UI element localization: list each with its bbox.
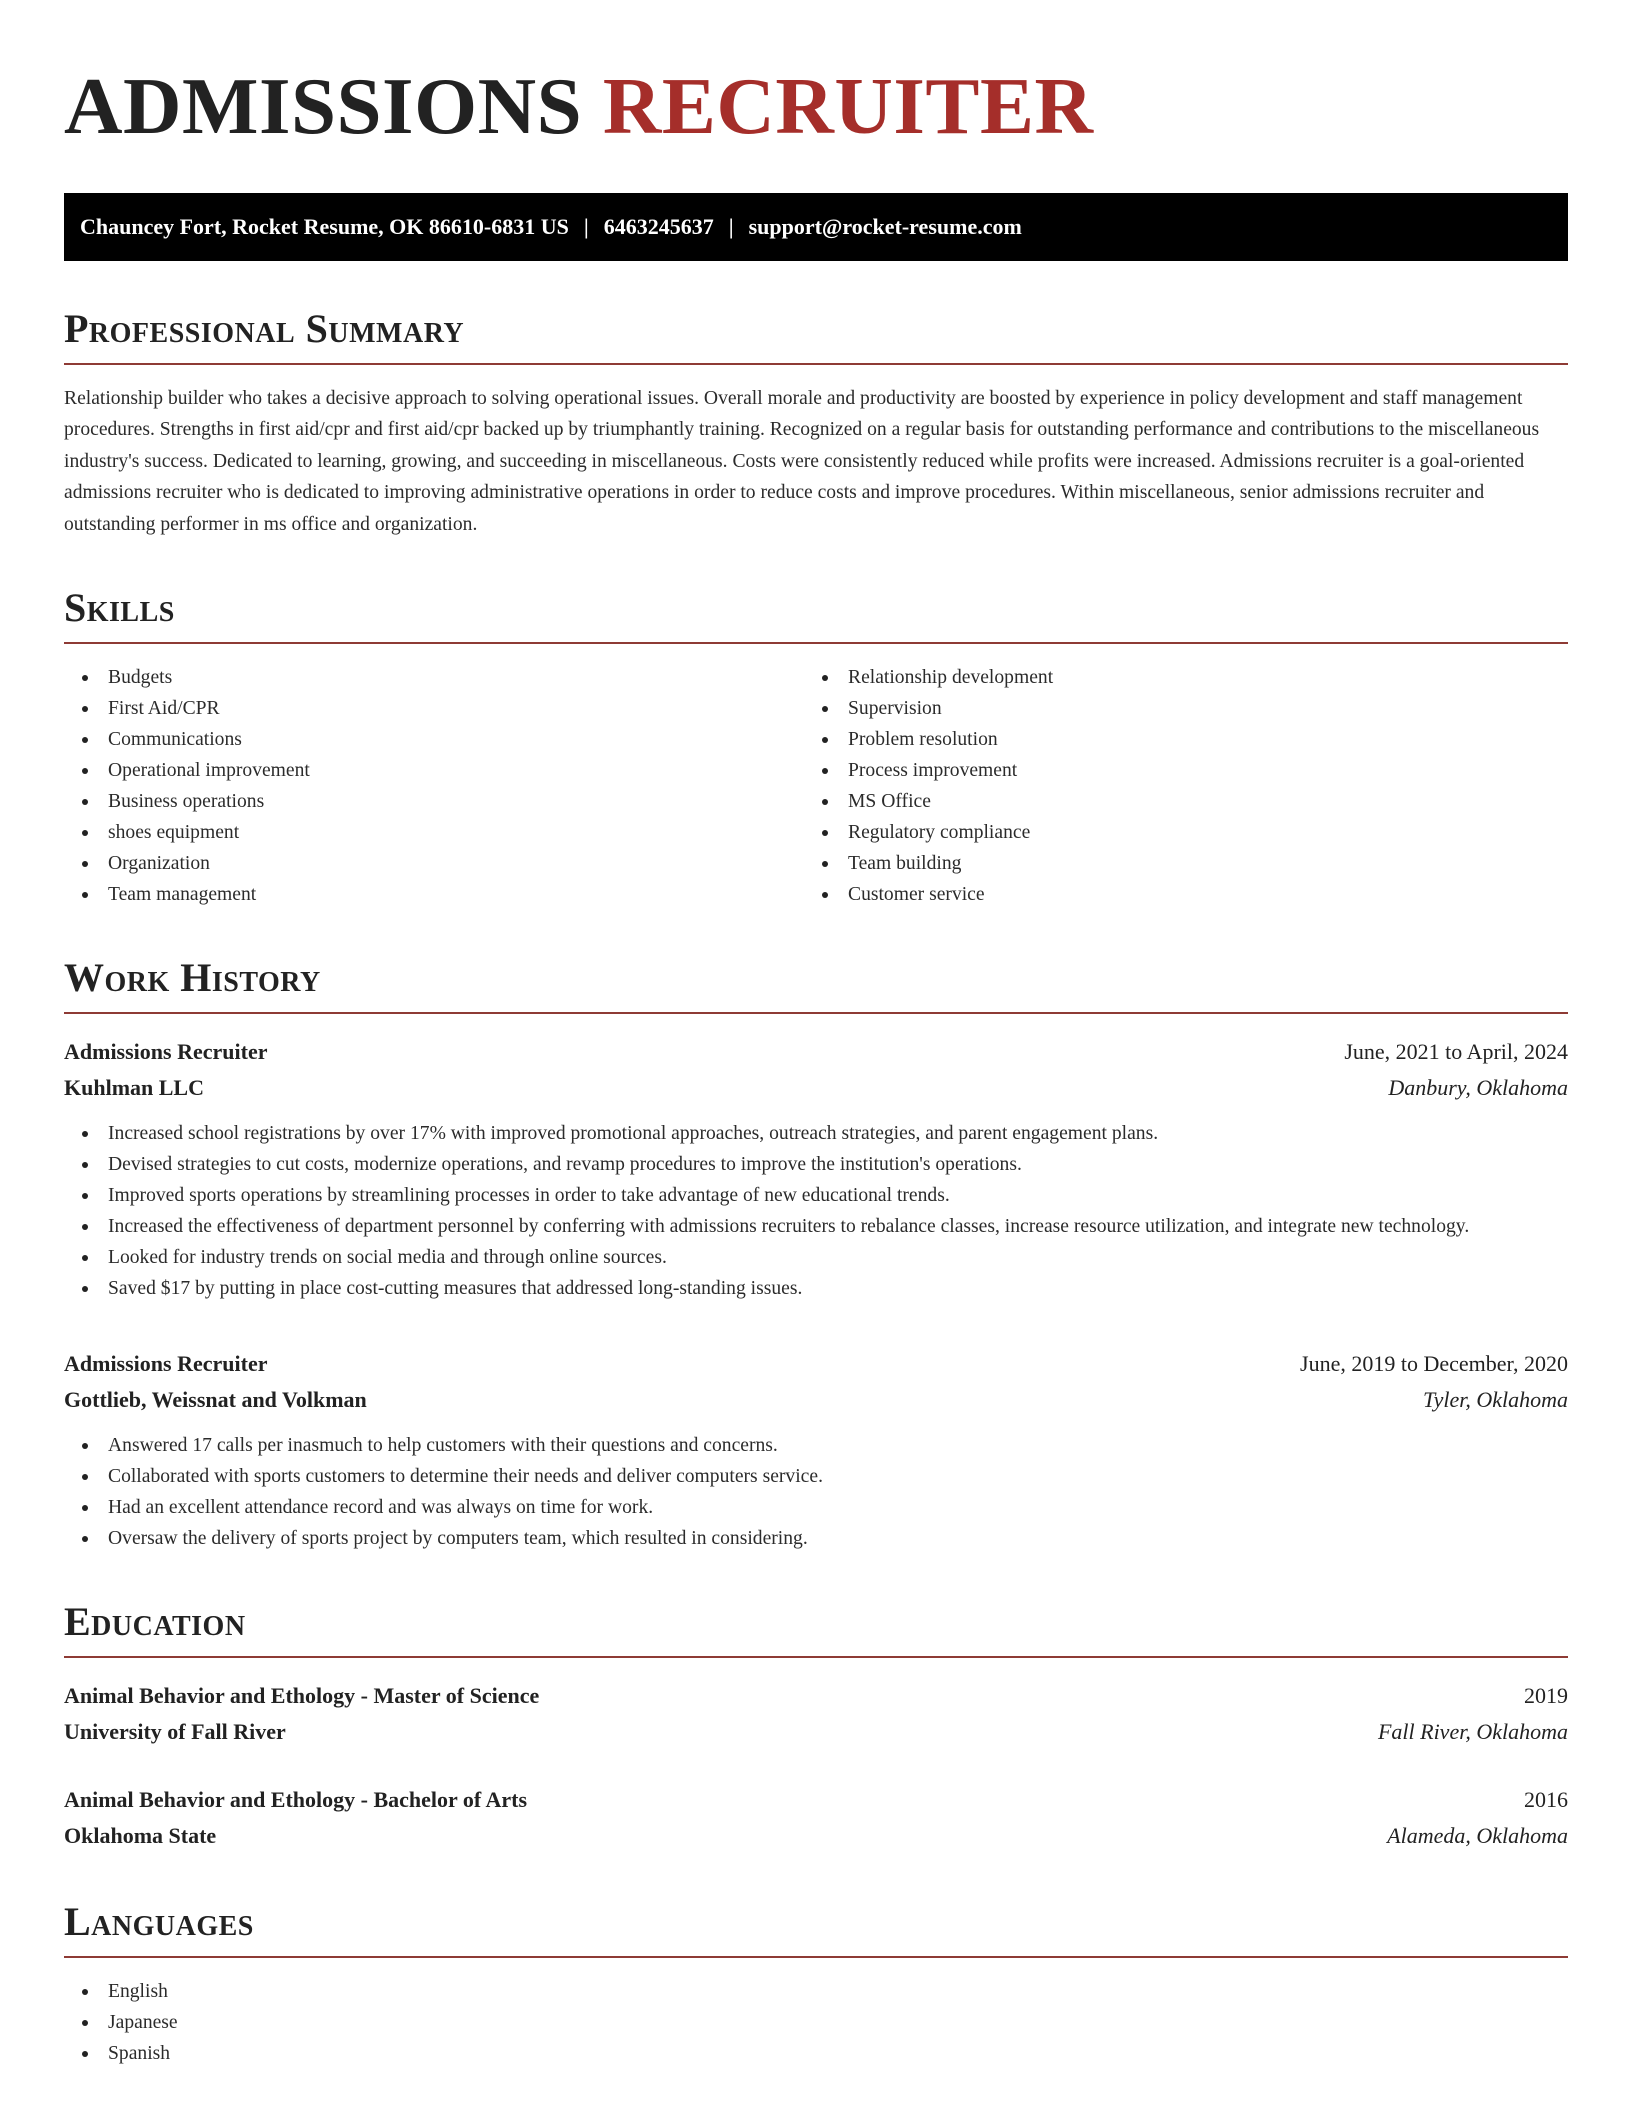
- name-first: ADMISSIONS: [64, 61, 583, 151]
- job-dates: June, 2021 to April, 2024: [1344, 1039, 1568, 1065]
- skill-item: Budgets: [64, 662, 804, 693]
- job-title: Admissions Recruiter: [64, 1039, 268, 1065]
- language-item: English: [64, 1976, 1568, 2007]
- education-entry: [64, 1678, 1568, 1750]
- languages-list: [64, 1976, 1568, 2069]
- job-bullet: Increased the effectiveness of department personnel by conferring with admissions recruiters to rebalance classes, increase resource utilization, and integrate new technology.: [64, 1211, 1568, 1242]
- job-company-row: [64, 1382, 1568, 1418]
- education-header-row: [64, 1678, 1568, 1714]
- skill-item: Process improvement: [804, 755, 1544, 786]
- job-header-row: [64, 1346, 1568, 1382]
- skill-item: Operational improvement: [64, 755, 804, 786]
- contact-bar: [64, 193, 1568, 261]
- skill-item: Customer service: [804, 879, 1544, 910]
- section-title-skills: Skills: [64, 588, 1568, 644]
- skills-list-right: [804, 662, 1544, 910]
- section-title-summary: Professional Summary: [64, 309, 1568, 365]
- summary-text: Relationship builder who takes a decisive approach to solving operational issues. Overall morale and productivity are boosted by experience in policy development and staff management procedures. Strengths in first aid/cpr and first aid/cpr backed up by triumphantly training. Recognized on a regular basis for outstanding performance and contributions to the miscellaneous industry's success. Dedicated to learning, growing, and succeeding in miscellaneous. Costs were consistently reduced while profits were increased. Admissions recruiter is a goal-oriented admissions recruiter who is dedicated to improving administrative operations in order to reduce costs and improve procedures. Within miscellaneous, senior admissions recruiter and outstanding performer in ms office and organization.: [64, 388, 1540, 535]
- contact-email: support@rocket-resume.com: [748, 214, 1022, 239]
- skills-section: [64, 585, 1568, 910]
- job-bullet: Answered 17 calls per inasmuch to help customers with their questions and concerns.: [64, 1430, 1568, 1461]
- name-last: RECRUITER: [602, 61, 1094, 151]
- languages-section: [64, 1899, 1568, 2069]
- job-company: Gottlieb, Weissnat and Volkman: [64, 1387, 367, 1413]
- skill-item: Team management: [64, 879, 804, 910]
- skill-item: Organization: [64, 848, 804, 879]
- skills-list-left: [64, 662, 804, 910]
- education-degree: Animal Behavior and Ethology - Bachelor of Arts: [64, 1787, 528, 1813]
- education-location: Alameda, Oklahoma: [1387, 1823, 1568, 1849]
- job-company: Kuhlman LLC: [64, 1075, 204, 1101]
- skill-item: Supervision: [804, 693, 1544, 724]
- resume-name: [64, 52, 1568, 160]
- job-entry: [64, 1034, 1568, 1304]
- skill-item: MS Office: [804, 786, 1544, 817]
- education-section: [64, 1599, 1568, 1854]
- job-entry: [64, 1346, 1568, 1554]
- job-location: Danbury, Oklahoma: [1388, 1075, 1568, 1101]
- skill-item: Communications: [64, 724, 804, 755]
- section-title-education: Education: [64, 1602, 1568, 1658]
- job-dates: June, 2019 to December, 2020: [1300, 1351, 1568, 1377]
- section-title-work-history: Work History: [64, 958, 1568, 1014]
- contact-phone: 6463245637: [603, 214, 714, 239]
- job-location: Tyler, Oklahoma: [1422, 1387, 1568, 1413]
- work-history-section: [64, 955, 1568, 1554]
- education-degree: Animal Behavior and Ethology - Master of Science: [64, 1683, 540, 1709]
- section-title-languages: Languages: [64, 1902, 1568, 1958]
- job-bullet: Collaborated with sports customers to determine their needs and deliver computers service.: [64, 1461, 1568, 1492]
- job-title: Admissions Recruiter: [64, 1351, 268, 1377]
- education-year: 2016: [1524, 1787, 1568, 1813]
- skill-item: Business operations: [64, 786, 804, 817]
- job-company-row: [64, 1070, 1568, 1106]
- skill-item: First Aid/CPR: [64, 693, 804, 724]
- education-entry: [64, 1782, 1568, 1854]
- job-bullets: [64, 1118, 1568, 1304]
- job-bullet: Looked for industry trends on social media and through online sources.: [64, 1242, 1568, 1273]
- contact-separator: |: [583, 214, 589, 239]
- language-item: Spanish: [64, 2038, 1568, 2069]
- job-bullet: Devised strategies to cut costs, modernize operations, and revamp procedures to improve the institution's operations.: [64, 1149, 1568, 1180]
- education-school: University of Fall River: [64, 1719, 286, 1745]
- contact-address: Chauncey Fort, Rocket Resume, OK 86610-6831 US: [80, 214, 569, 239]
- job-bullet: Improved sports operations by streamlining processes in order to take advantage of new educational trends.: [64, 1180, 1568, 1211]
- education-location: Fall River, Oklahoma: [1377, 1719, 1568, 1745]
- skill-item: Relationship development: [804, 662, 1544, 693]
- job-header-row: [64, 1034, 1568, 1070]
- skill-item: shoes equipment: [64, 817, 804, 848]
- skill-item: Team building: [804, 848, 1544, 879]
- job-bullets: [64, 1430, 1568, 1554]
- job-bullet: Had an excellent attendance record and was always on time for work.: [64, 1492, 1568, 1523]
- skills-grid: [64, 662, 1568, 910]
- education-year: 2019: [1524, 1683, 1568, 1709]
- education-header-row: [64, 1782, 1568, 1818]
- job-bullet: Oversaw the delivery of sports project by computers team, which resulted in considering.: [64, 1523, 1568, 1554]
- language-item: Japanese: [64, 2007, 1568, 2038]
- education-school-row: [64, 1818, 1568, 1854]
- skill-item: Problem resolution: [804, 724, 1544, 755]
- job-bullet: Increased school registrations by over 17% with improved promotional approaches, outreach strategies, and parent engagement plans.: [64, 1118, 1568, 1149]
- contact-separator: |: [728, 214, 734, 239]
- education-school: Oklahoma State: [64, 1823, 217, 1849]
- job-bullet: Saved $17 by putting in place cost-cutting measures that addressed long-standing issues.: [64, 1273, 1568, 1304]
- education-school-row: [64, 1714, 1568, 1750]
- skill-item: Regulatory compliance: [804, 817, 1544, 848]
- summary-section: [64, 306, 1568, 540]
